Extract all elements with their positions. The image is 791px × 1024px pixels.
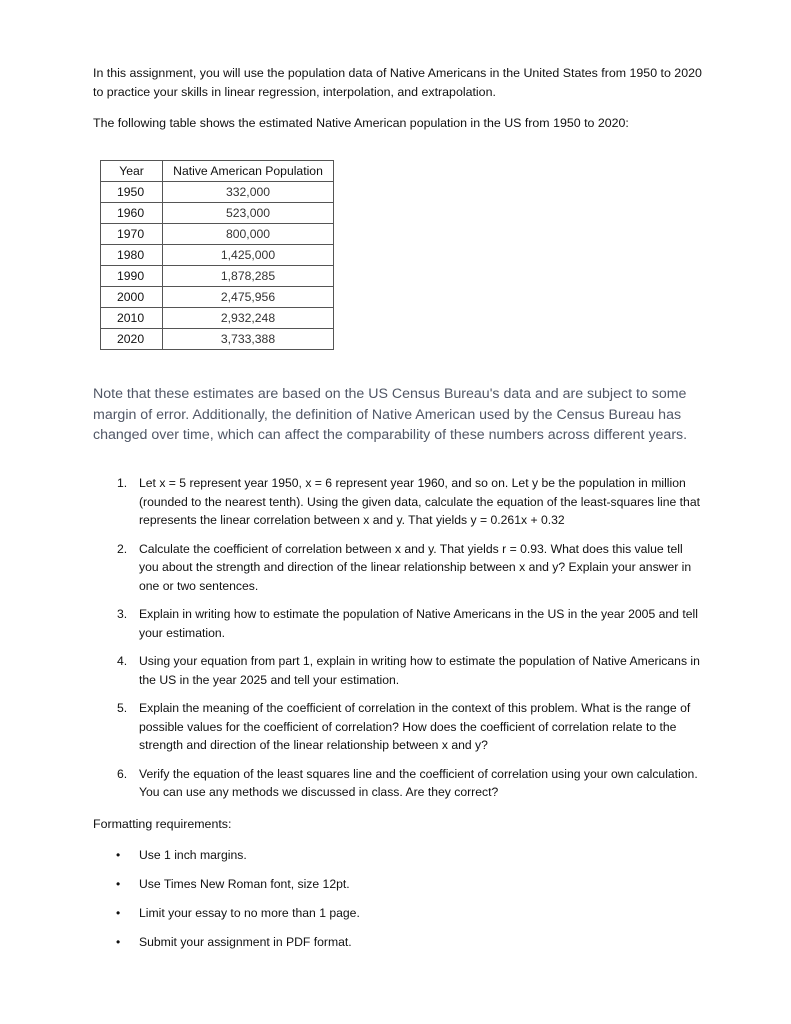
bullet-icon: • [116,848,121,862]
question-number: 1. [117,476,128,490]
table-row [101,287,334,308]
population-cell: 332,000 [163,182,334,203]
table-row [101,245,334,266]
population-cell: 2,932,248 [163,308,334,329]
formatting-title: Formatting requirements: [93,817,232,831]
formatting-item [93,933,703,962]
table-row [101,182,334,203]
question-item [93,699,703,755]
formatting-item [93,846,703,875]
question-item [93,540,703,596]
year-cell: 2010 [101,308,163,329]
table-row [101,308,334,329]
question-number: 5. [117,701,128,715]
formatting-text: Use 1 inch margins. [139,848,247,862]
year-cell: 1960 [101,203,163,224]
formatting-text: Submit your assignment in PDF format. [139,935,352,949]
year-cell: 1970 [101,224,163,245]
question-number: 3. [117,607,128,621]
bullet-icon: • [116,935,121,949]
bullet-icon: • [116,877,121,891]
formatting-item [93,904,703,933]
population-column-header: Native American Population [163,161,334,182]
population-cell: 1,425,000 [163,245,334,266]
question-text: Explain in writing how to estimate the population of Native Americans in the US in the year 2005 and tell your estimation. [139,607,698,640]
document-page [93,64,703,949]
question-text: Explain the meaning of the coefficient of correlation in the context of this problem. What is the range of possible values for the coefficient of correlation? How does the coefficient of correlation relate to the strength and direction of the linear relationship between x and y? [139,701,691,752]
bullet-icon: • [116,906,121,920]
formatting-text: Use Times New Roman font, size 12pt. [139,877,350,891]
question-number: 2. [117,541,128,556]
question-list [93,474,703,812]
table-row [101,224,334,245]
table-row [101,203,334,224]
population-cell: 2,475,956 [163,287,334,308]
question-text: Calculate the coefficient of correlation between x and y. That yields r = 0.93. What does this value tell you about the strength and direction of the linear relationship between x and y? Explain your answer in one or two sentences. [139,541,692,593]
question-number: 6. [117,766,128,781]
year-cell: 1980 [101,245,163,266]
formatting-list [93,846,703,962]
population-table [100,160,334,350]
year-cell: 1990 [101,266,163,287]
year-column-header: Year [101,161,163,182]
census-note: Note that these estimates are based on the US Census Bureau's data and are subject to some margin of error. Additionally, the definition of Native American used by the Census Bureau has changed over time, which can affect the comparability of these numbers across different years. [93,386,688,443]
year-cell: 2000 [101,287,163,308]
question-item [93,474,703,530]
population-cell: 800,000 [163,224,334,245]
table-row [101,329,334,350]
question-item [93,605,703,642]
population-cell: 1,878,285 [163,266,334,287]
question-text: Using your equation from part 1, explain in writing how to estimate the population of Native Americans in the US in the year 2025 and tell your estimation. [139,654,700,687]
year-cell: 1950 [101,182,163,203]
question-item [93,765,703,802]
table-header-row [101,161,334,182]
formatting-item [93,875,703,904]
question-number: 4. [117,654,128,668]
year-cell: 2020 [101,329,163,350]
intro-paragraph: In this assignment, you will use the population data of Native Americans in the United States from 1950 to 2020 to practice your skills in linear regression, interpolation, and extrapolation. [93,66,702,99]
table-row [101,266,334,287]
question-text: Let x = 5 represent year 1950, x = 6 represent year 1960, and so on. Let y be the population in million (rounded to the nearest tenth). Using the given data, calculate the equation of the least-squares line that represents the linear correlation between x and y. That yields y = 0.261x + 0.32 [139,476,700,527]
table-intro-paragraph: The following table shows the estimated Native American population in the US from 1950 to 2020: [93,116,629,130]
question-text: Verify the equation of the least squares line and the coefficient of correlation using your own calculation. You can use any methods we discussed in class. Are they correct? [139,766,698,799]
formatting-text: Limit your essay to no more than 1 page. [139,906,360,920]
population-cell: 523,000 [163,203,334,224]
population-cell: 3,733,388 [163,329,334,350]
question-item [93,652,703,689]
